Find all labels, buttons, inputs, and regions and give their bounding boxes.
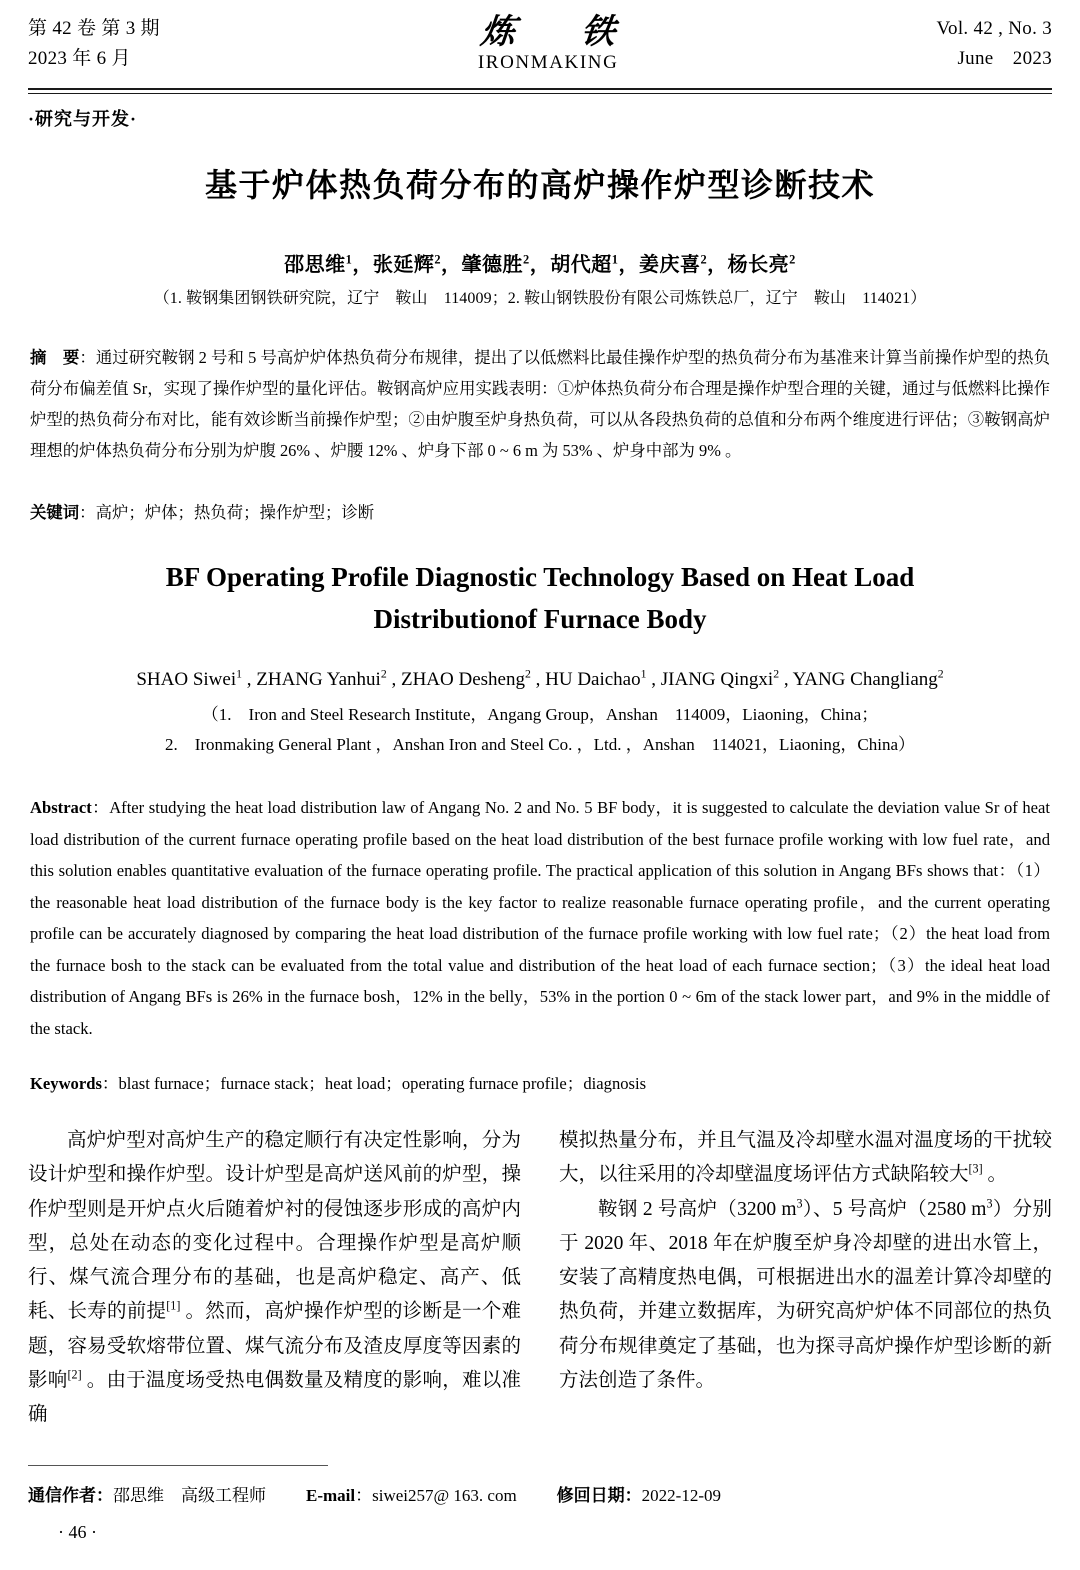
journal-logo: [160, 12, 937, 73]
keywords-en: [30, 1068, 1050, 1099]
volume-issue-cn: 第 42 卷 第 3 期: [28, 18, 160, 39]
footnote-line: [28, 1482, 1052, 1510]
page-title-en-line1: BF Operating Profile Diagnostic Technology Based on Heat Load: [165, 562, 915, 592]
keywords-en-text: blast furnace；furnace stack；heat load；operating furnace profile；diagnosis: [118, 1074, 647, 1093]
corresponding-author-label: 通信作者：: [28, 1486, 113, 1505]
affiliation-en-2: 2. Ironmaking General Plant ，Anshan Iron and Steel Co. ，Ltd. ，Anshan 114021，Liaoning，China）: [164, 735, 916, 754]
email-separator: ：: [355, 1486, 373, 1505]
revised-date-label: 修回日期：: [556, 1486, 642, 1505]
page-title-cn: 基于炉体热负荷分布的高炉操作炉型诊断技术: [204, 166, 875, 204]
affiliation-cn: （1. 鞍钢集团钢铁研究院，辽宁 鞍山 114009；2. 鞍山钢铁股份有限公司炼铁总厂，辽宁 鞍山 114021）: [153, 290, 927, 307]
keywords-en-label: Keywords: [30, 1074, 102, 1093]
page-title-en-line2: Distributionof Furnace Body: [373, 604, 707, 634]
journal-title-en: IRONMAKING: [477, 52, 619, 73]
authors-cn: 邵思维$^1$，张延辉$^2$，肇德胜$^2$，胡代超$^1$，姜庆喜$^2$，杨长亮$^2$: [284, 252, 796, 276]
body-column-left: [28, 1124, 521, 1424]
keywords-en-separator: ：: [101, 1074, 119, 1093]
authors-en: SHAO Siwei$^1$ , ZHANG Yanhui$^2$ , ZHAO Desheng$^2$ , HU Daichao$^1$ , JIANG Qingxi$^2$ , YANG Changliang$^2$: [136, 667, 944, 690]
masthead-left-block: [28, 14, 160, 74]
email-label: E-mail: [306, 1486, 356, 1505]
volume-issue-en: Vol. 42 , No. 3: [936, 18, 1052, 39]
abstract-en-separator: ：: [91, 798, 110, 817]
journal-masthead: [28, 14, 1052, 86]
page-number: · 46 ·: [58, 1522, 97, 1542]
keywords-cn-separator: ：: [79, 503, 96, 522]
body-paragraph-1: 高炉炉型对高炉生产的稳定顺行有决定性影响，分为设计炉型和操作炉型。设计炉型是高炉送风前的炉型，操作炉型则是开炉点火后随着炉衬的侵蚀逐步形成的高炉内型，总处在动态的变化过程中。合理操作炉型是高炉顺行、煤气流合理分布的基础，也是高炉稳定、高产、低耗、长寿的前提[1] 。然而，高炉操作炉型的诊断是一个难题，容易受软熔带位置、煤气流分布及渣皮厚度等因素的影响[2] 。由于温度场受热电偶数量及精度的影响，难以准确: [28, 1130, 521, 1426]
footnote-divider: [28, 1465, 328, 1466]
abstract-cn: [30, 342, 1050, 466]
body-columns: [28, 1124, 1052, 1424]
masthead-right-block: [936, 14, 1052, 74]
issue-date-cn: 2023 年 6 月: [28, 48, 131, 69]
revised-date-value: 2022-12-09: [641, 1486, 721, 1505]
header-divider: [28, 88, 1052, 94]
keywords-cn-text: 高炉；炉体；热负荷；操作炉型；诊断: [95, 503, 375, 522]
abstract-cn-label: 摘 要: [30, 348, 80, 367]
page-title-en: [90, 556, 990, 640]
body-paragraph-2: 鞍钢 2 号高炉（3200 $m^3$）、5 号高炉（2580 $m^3$）分别于 2020 年、2018 年在炉腹至炉身冷却壁的进出水管上，安装了高精度热电偶，可根据进出水的温差计算冷却壁的热负荷，并建立数据库，为研究高炉炉体不同部位的热负荷分布规律奠定了基础，也为探寻高炉操作炉型诊断的新方法创造了条件。: [559, 1196, 1052, 1392]
abstract-en-label: Abstract: [30, 798, 92, 817]
body-column-right: [559, 1124, 1052, 1424]
abstract-en-paragraph: [30, 792, 1050, 1044]
section-category-tag: ·研究与开发·: [28, 109, 138, 129]
corresponding-author-value: 邵思维 高级工程师: [113, 1486, 266, 1505]
email-value: siwei257@ 163. com: [372, 1486, 517, 1505]
abstract-cn-separator: ：: [79, 348, 96, 367]
keywords-cn: [30, 497, 374, 528]
issue-date-en: June 2023: [957, 48, 1052, 69]
body-paragraph-1-continued: 模拟热量分布，并且气温及冷却壁水温对温度场的干扰较大，以往采用的冷却壁温度场评估方式缺陷较大[3] 。: [559, 1130, 1052, 1186]
keywords-cn-label: 关键词: [30, 503, 80, 522]
affiliation-en-1: （1. Iron and Steel Research Institute，Angang Group，Anshan 114009，Liaoning，China；: [201, 705, 879, 724]
abstract-cn-text: 通过研究鞍钢 2 号和 5 号高炉炉体热负荷分布规律，提出了以低燃料比最佳操作炉型的热负荷分布为基准来计算当前操作炉型的热负荷分布偏差值 Sr，实现了操作炉型的量化评估。鞍钢高炉应用实践表明：①炉体热负荷分布合理是操作炉型合理的关键，通过与低燃料比操作炉型的热负荷分布对比，能有效诊断当前操作炉型；②由炉腹至炉身热负荷，可以从各段热负荷的总值和分布两个维度进行评估；③鞍钢高炉理想的炉体热负荷分布分别为炉腹 26% 、炉腰 12% 、炉身下部 0 ~ 6 m 为 53% 、炉身中部为 9% 。: [30, 348, 1051, 460]
abstract-en-text: After studying the heat load distribution law of Angang No. 2 and No. 5 BF body，it is suggested to calculate the deviation value Sr of heat load distribution of the current furnace operating profile based on the heat load distribution of the best furnace profile working with low fuel rate，and this solution enables quantitative evaluation of the furnace operating profile. The practical application of this solution in Angang BFs shows that：（1）the reasonable heat load distribution of the furnace body is the key factor to realize reasonable furnace operating profile，and the current operating profile can be accurately diagnosed by comparing the heat load distribution of the furnace profile working with low fuel rate；（2）the heat load from the furnace bosh to the stack can be evaluated from the total value and distribution of the heat load of each furnace section；（3）the ideal heat load distribution of Angang BFs is 26% in the furnace bosh，12% in the belly，53% in the portion 0 ~ 6m of the stack lower part，and 9% in the middle of the stack.: [30, 798, 1050, 1038]
abstract-cn-paragraph: [30, 342, 1050, 466]
journal-title-cn: 炼 铁: [479, 12, 634, 52]
abstract-en: [30, 792, 1050, 1044]
